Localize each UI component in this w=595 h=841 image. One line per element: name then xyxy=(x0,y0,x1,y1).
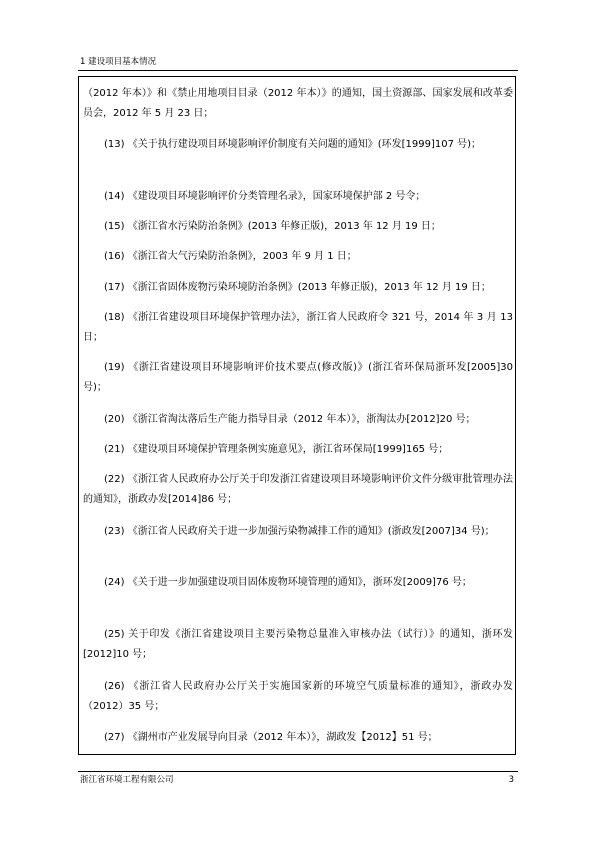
footer-company-name: 浙江省环境工程有限公司 xyxy=(80,775,174,785)
regulation-item-21: (21) 《建设项目环境保护管理条例实施意见》，浙江省环保局[1999]165 号； xyxy=(104,444,449,455)
regulation-item-continued: （2012 年本）》和《禁止用地项目目录（2012 年本）》的通知，国土资源部、国家发展和改革委员会，2012 年 5 月 23 日； xyxy=(83,88,513,119)
regulation-item-18: (18) 《浙江省建设项目环境保护管理办法》，浙江省人民政府令 321 号，2014 年 3 月 13 日； xyxy=(83,312,513,343)
regulation-item-16: (16) 《浙江省大气污染防治条例》，2003 年 9 月 1 日； xyxy=(104,251,357,262)
regulation-item-24: (24) 《关于进一步加强建设项目固体废物环境管理的通知》，浙环发[2009]76 号； xyxy=(104,577,472,588)
regulation-item-27: (27) 《湖州市产业发展导向目录（2012 年本）》，湖政发【2012】51 号； xyxy=(104,732,438,743)
footer-divider xyxy=(78,771,518,772)
regulation-item-15: (15) 《浙江省水污染防治条例》(2013 年修正版)，2013 年 12 月 19 日； xyxy=(104,221,441,232)
page-number: 3 xyxy=(508,775,514,785)
regulation-item-19: (19) 《浙江省建设项目环境影响评价技术要点(修改版)》(浙江省环保局浙环发[2005]30 号)； xyxy=(83,362,513,393)
regulation-item-14: (14) 《建设项目环境影响评价分类管理名录》，国家环境保护部 2 号令； xyxy=(104,191,426,202)
running-header: 1 建设项目基本情况 xyxy=(80,57,157,67)
regulation-item-13: (13) 《关于执行建设项目环境影响评价制度有关问题的通知》(环发[1999]107 号)； xyxy=(104,139,482,150)
header-divider xyxy=(78,70,518,71)
regulation-item-23: (23) 《浙江省人民政府关于进一步加强污染物减排工作的通知》(浙政发[2007]34 号)； xyxy=(104,526,495,537)
regulation-item-20: (20) 《浙江省淘汰落后生产能力指导目录（2012 年本）》，浙淘汰办[2012]20 号； xyxy=(104,414,476,425)
regulation-item-25: (25) 关于印发《浙江省建设项目主要污染物总量准入审核办法（试行）》的通知，浙环发[2012]10 号； xyxy=(83,629,513,660)
regulation-item-17: (17) 《浙江省固体废物污染环境防治条例》(2013 年修正版)，2013 年 12 月 19 日； xyxy=(104,282,491,293)
regulation-item-22: (22) 《浙江省人民政府办公厅关于印发浙江省建设项目环境影响评价文件分级审批管理办法的通知》，浙政办发[2014]86 号； xyxy=(83,474,513,505)
regulation-item-26: (26) 《浙江省人民政府办公厅关于实施国家新的环境空气质量标准的通知》，浙政办发（2012）35 号； xyxy=(83,681,513,712)
